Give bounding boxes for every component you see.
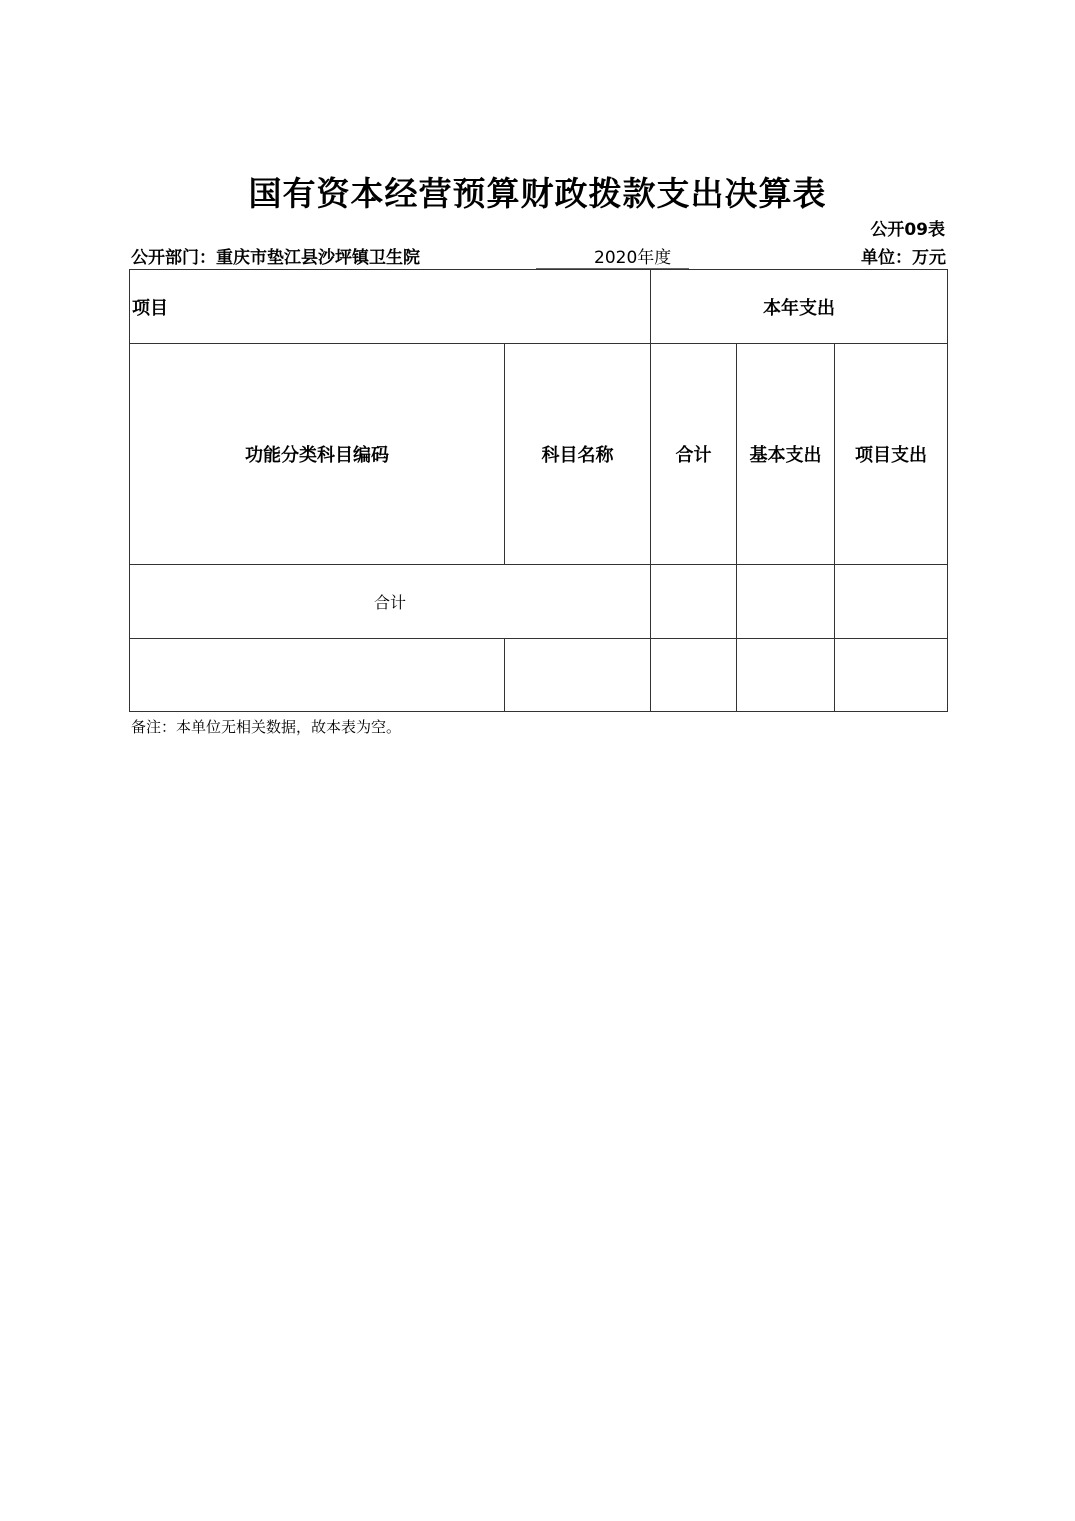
total-row <box>130 565 948 639</box>
row-total <box>651 639 737 712</box>
table-subheader-row <box>130 344 948 565</box>
header-current-year: 本年支出 <box>651 270 948 344</box>
footnote: 备注：本单位无相关数据，故本表为空。 <box>131 718 402 736</box>
expenditure-table <box>129 269 948 712</box>
row-project <box>835 639 948 712</box>
total-row-total <box>651 565 737 639</box>
unit-label: 单位：万元 <box>861 248 946 268</box>
header-item: 项目 <box>130 270 651 344</box>
table-row <box>130 639 948 712</box>
total-row-project <box>835 565 948 639</box>
col-total-header: 合计 <box>651 344 737 565</box>
total-row-basic <box>737 565 835 639</box>
department-label: 公开部门：重庆市垫江县沙坪镇卫生院 <box>131 248 420 268</box>
meta-row <box>131 243 946 269</box>
row-code <box>130 639 505 712</box>
row-basic <box>737 639 835 712</box>
col-name-header: 科目名称 <box>505 344 651 565</box>
table-number: 公开09表 <box>870 220 945 240</box>
table-header-row <box>130 270 948 344</box>
row-name <box>505 639 651 712</box>
col-basic-header: 基本支出 <box>737 344 835 565</box>
total-row-label: 合计 <box>130 565 651 639</box>
col-project-header: 项目支出 <box>835 344 948 565</box>
col-code-header: 功能分类科目编码 <box>130 344 505 565</box>
page-title: 国有资本经营预算财政拨款支出决算表 <box>248 174 827 213</box>
year-label: 2020年度 <box>594 248 672 268</box>
